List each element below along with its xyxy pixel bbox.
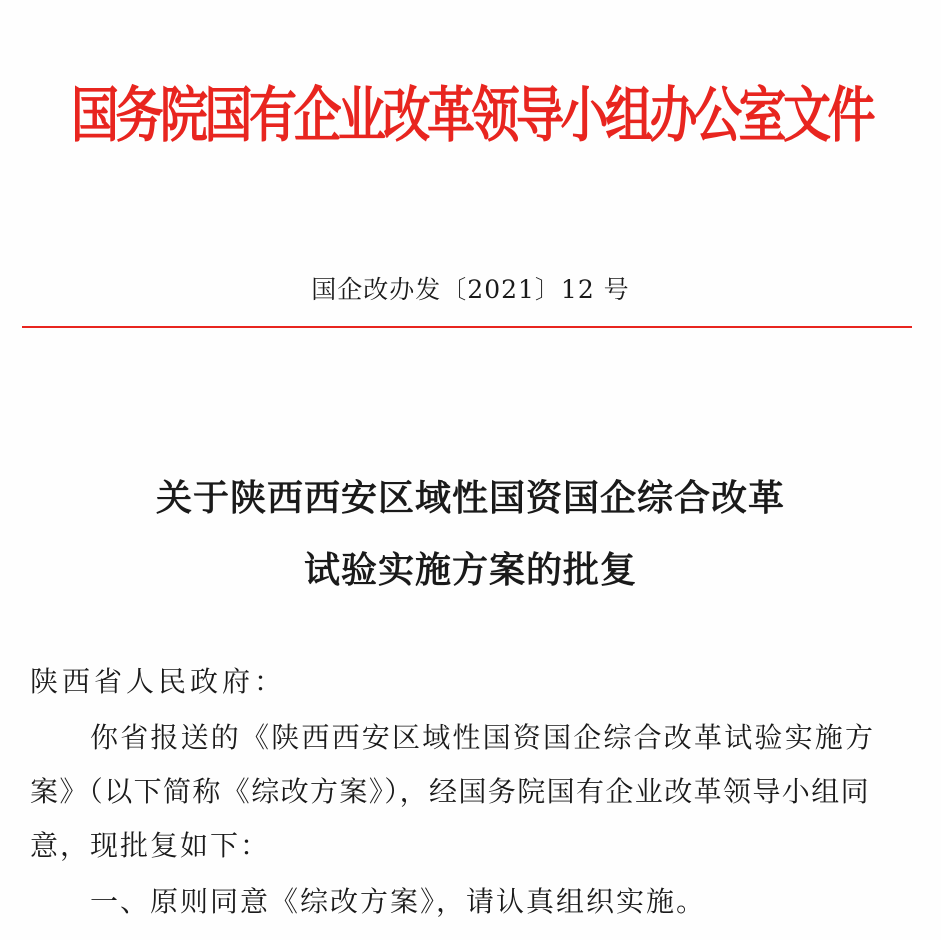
document-title-line-1: 关于陕西西安区域性国资国企综合改革 <box>155 477 785 519</box>
paragraph-1-line-3: 意，现批复如下： <box>30 829 271 862</box>
letterhead-title: 国务院国有企业改革领导小组办公室文件 <box>70 80 872 151</box>
salutation: 陕西省人民政府： <box>30 665 287 698</box>
document-title-line-2: 试验实施方案的批复 <box>303 549 637 591</box>
document-number: 国企改办发〔2021〕12 号 <box>311 275 630 304</box>
red-divider-line <box>22 326 912 328</box>
item-1: 一、原则同意《综改方案》，请认真组织实施。 <box>90 885 707 918</box>
paragraph-1-line-1: 你省报送的《陕西西安区域性国资国企综合改革试验实施方 <box>90 721 876 754</box>
paragraph-1-line-2: 案》（以下简称《综改方案》），经国务院国有企业改革领导小组同 <box>30 775 871 808</box>
